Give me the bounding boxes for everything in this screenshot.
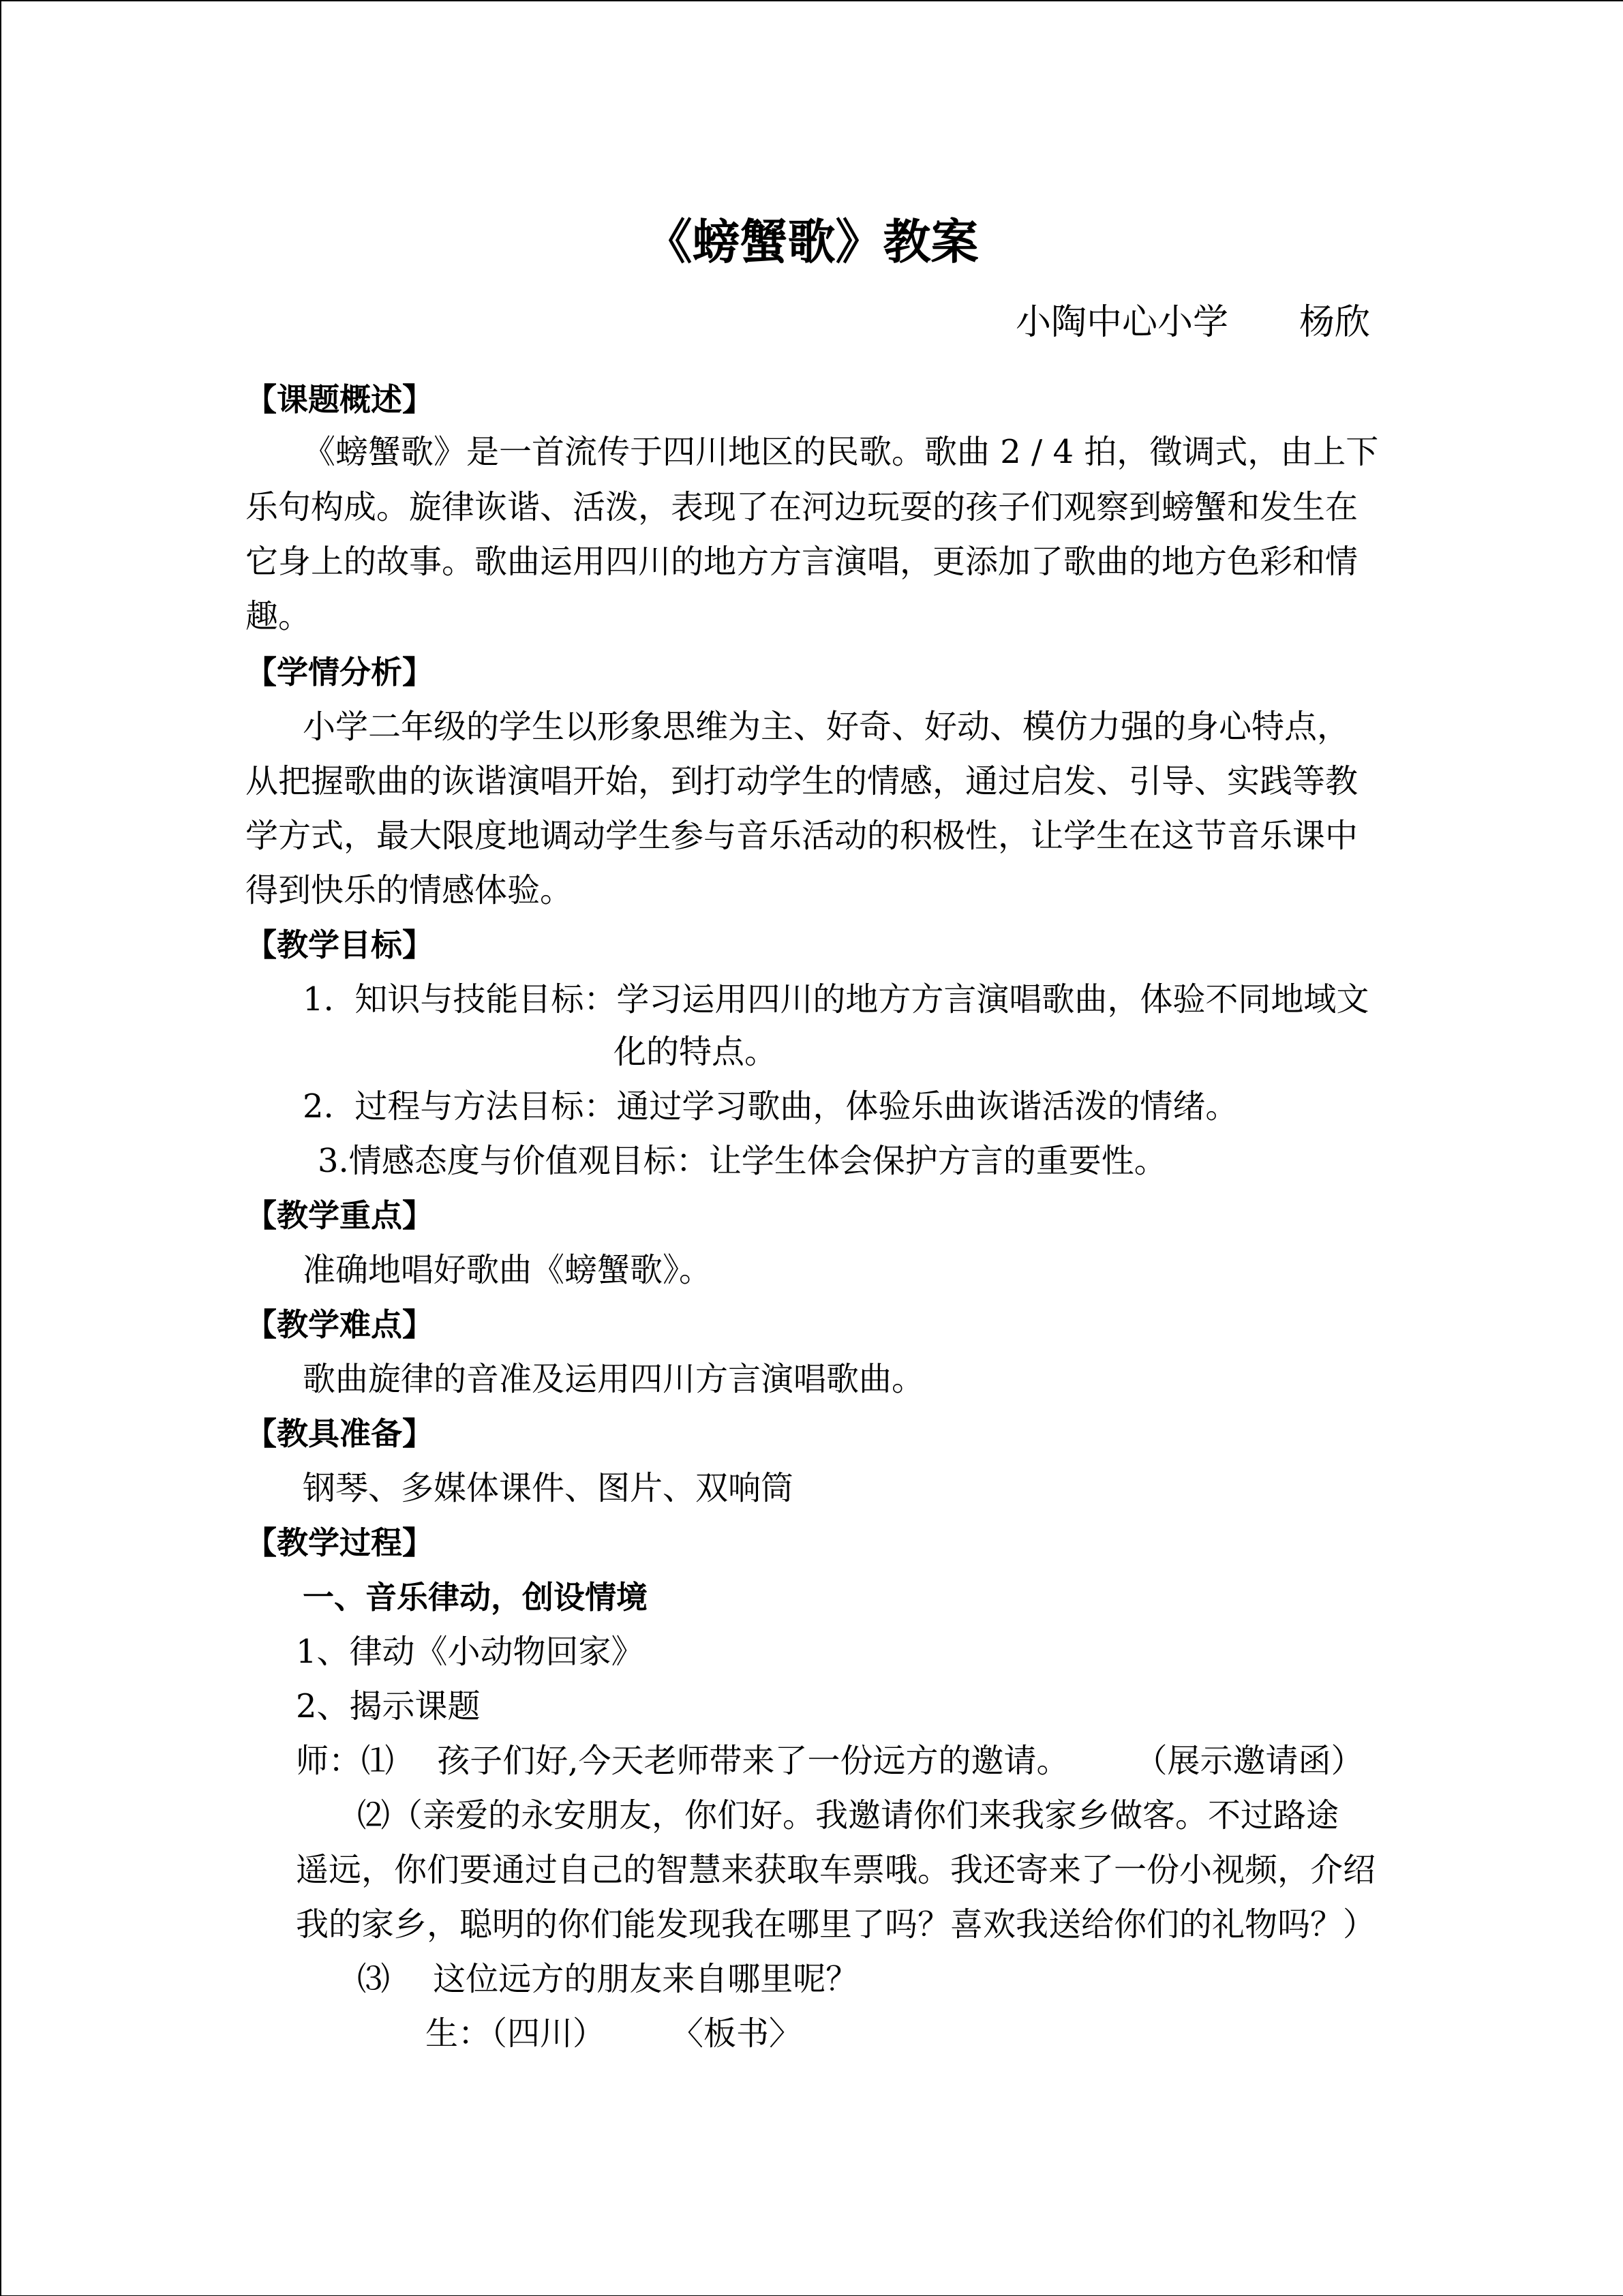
goal-item: 2. 过程与方法目标：通过学习歌曲，体验乐曲诙谐活泼的情绪。 xyxy=(303,1087,1239,1126)
goal-item: 1. 知识与技能目标：学习运用四川的地方方言演唱歌曲，体验不同地域文 xyxy=(303,980,1369,1018)
process-line: ⑶ 这位远方的朋友来自哪里呢？ xyxy=(357,1960,859,1998)
section-heading-key-points: 【教学重点】 xyxy=(245,1197,434,1234)
goal-item-continuation: 化的特点。 xyxy=(613,1033,778,1071)
section-heading-overview: 【课题概述】 xyxy=(245,381,434,418)
process-line: 遥远，你们要通过自己的智慧来获取车票哦。我还寄来了一份小视频，介绍 xyxy=(296,1851,1376,1889)
overview-line: 乐句构成。旋律诙谐、活泼，表现了在河边玩耍的孩子们观察到螃蟹和发生在 xyxy=(245,488,1359,526)
overview-line: 《螃蟹歌》是一首流传于四川地区的民歌。歌曲 2 / 4 拍，徵调式，由上下 xyxy=(303,433,1379,471)
goal-item: 3.情感态度与价值观目标：让学生体会保护方言的重要性。 xyxy=(318,1142,1167,1180)
process-line: ⑵（亲爱的永安朋友，你们好。我邀请你们来我家乡做客。不过路途 xyxy=(357,1796,1339,1834)
document-title: 《螃蟹歌》教案 xyxy=(644,213,979,270)
process-line: 生：（四川） 〈板书〉 xyxy=(425,2014,802,2053)
section-heading-process: 【教学过程】 xyxy=(245,1524,434,1561)
process-line: 2、揭示课题 xyxy=(296,1687,481,1725)
difficulties-text: 歌曲旋律的音准及运用四川方言演唱歌曲。 xyxy=(303,1360,925,1398)
key-points-text: 准确地唱好歌曲《螃蟹歌》。 xyxy=(303,1251,712,1289)
materials-text: 钢琴、多媒体课件、图片、双响筒 xyxy=(303,1469,794,1507)
section-heading-materials: 【教具准备】 xyxy=(245,1415,434,1452)
process-line: 1、律动《小动物回家》 xyxy=(296,1633,644,1671)
overview-line: 趣。 xyxy=(245,597,312,635)
analysis-line: 从把握歌曲的诙谐演唱开始，到打动学生的情感，通过启发、引导、实践等教 xyxy=(245,762,1359,800)
process-line: 师：⑴ 孩子们好,今天老师带来了一份远方的邀请。 （展示邀请函） xyxy=(296,1742,1364,1780)
analysis-line: 得到快乐的情感体验。 xyxy=(245,871,573,909)
section-heading-goals: 【教学目标】 xyxy=(245,926,434,963)
process-subheading: 一、音乐律动，创设情境 xyxy=(303,1579,648,1616)
analysis-line: 学方式，最大限度地调动学生参与音乐活动的积极性，让学生在这节音乐课中 xyxy=(245,817,1359,855)
section-heading-analysis: 【学情分析】 xyxy=(245,654,434,691)
section-heading-difficulties: 【教学难点】 xyxy=(245,1306,434,1343)
overview-line: 它身上的故事。歌曲运用四川的地方方言演唱，更添加了歌曲的地方色彩和情 xyxy=(245,543,1359,581)
author-byline: 小陶中心小学 杨欣 xyxy=(1016,302,1371,343)
process-line: 我的家乡，聪明的你们能发现我在哪里了吗？喜欢我送给你们的礼物吗？） xyxy=(296,1905,1376,1944)
analysis-line: 小学二年级的学生以形象思维为主、好奇、好动、模仿力强的身心特点， xyxy=(303,708,1350,746)
